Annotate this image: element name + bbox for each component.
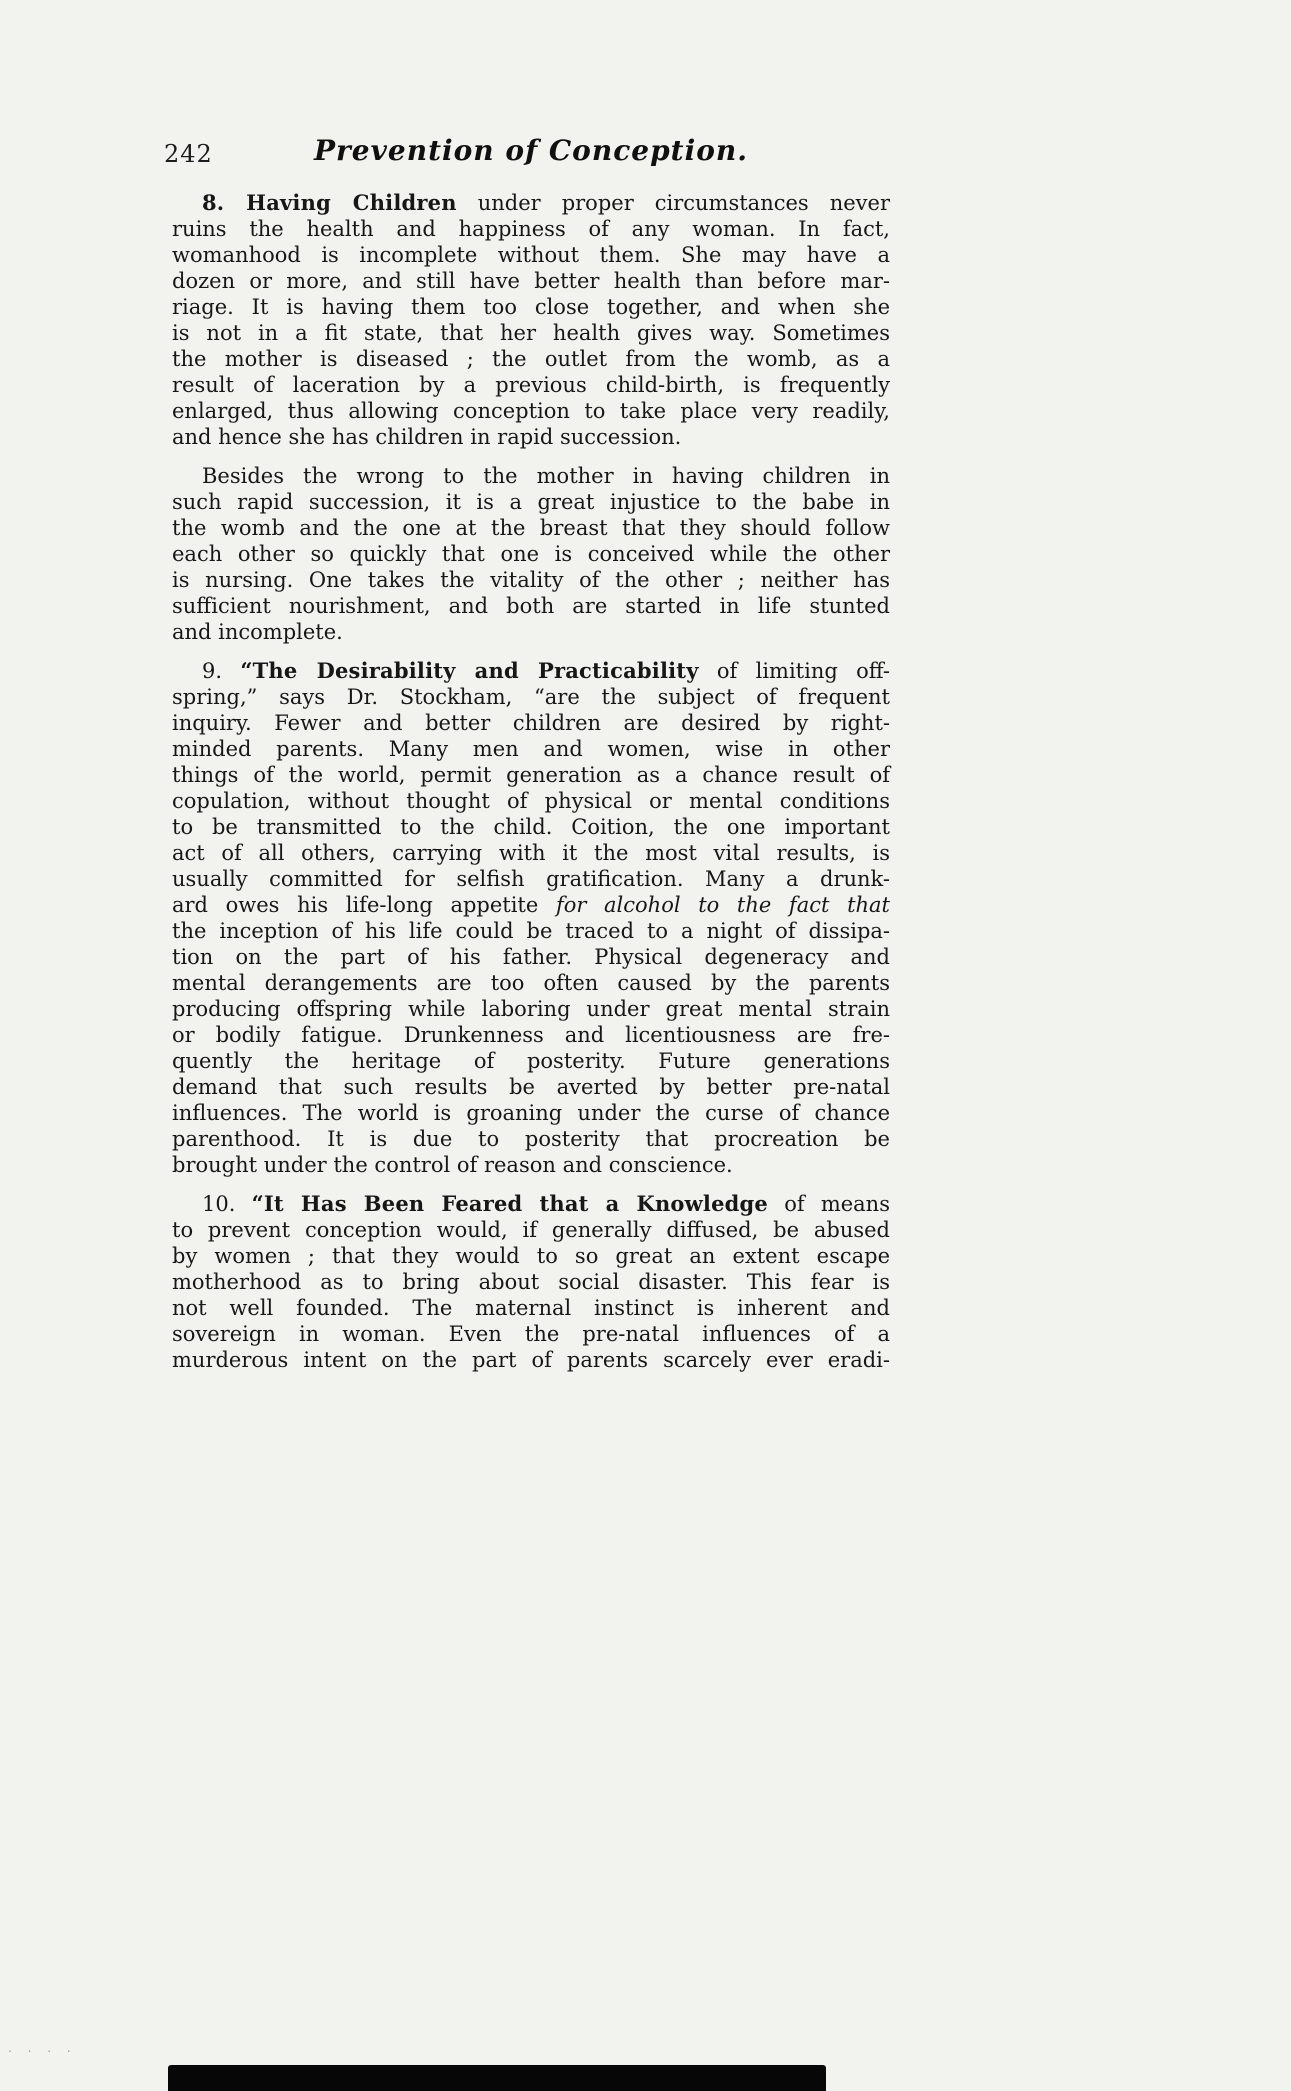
text-segment: such rapid succession, it is a great injustice to the babe in	[172, 490, 890, 514]
text-line	[172, 840, 890, 866]
text-segment: demand that such results be averted by better pre-natal	[172, 1075, 890, 1099]
text-segment: things of the world, permit generation as a chance result of	[172, 763, 890, 787]
text-segment: “The Desirability and Practicability	[240, 658, 699, 683]
text-line	[172, 424, 890, 450]
text-line	[172, 1191, 890, 1217]
text-line	[172, 684, 890, 710]
text-segment: for alcohol to the fact that	[555, 893, 890, 917]
text-line	[172, 1347, 890, 1373]
text-segment: womanhood is incomplete without them. She may have a	[172, 243, 890, 267]
text-segment: parenthood. It is due to posterity that procreation be	[172, 1127, 890, 1151]
text-segment: motherhood as to bring about social disaster. This fear is	[172, 1270, 890, 1294]
text-segment: under proper circumstances never	[456, 191, 890, 215]
text-segment: inquiry. Fewer and better children are desired by right-	[172, 711, 890, 735]
text-line	[172, 398, 890, 424]
paragraph	[172, 1191, 890, 1373]
text-segment: “It Has Been Feared that a Knowledge	[251, 1191, 768, 1216]
scan-specks: . . . .	[8, 2041, 77, 2055]
text-segment: minded parents. Many men and women, wise in other	[172, 737, 890, 761]
paragraph	[172, 190, 890, 450]
page-number: 242	[164, 140, 213, 168]
text-block	[172, 190, 890, 1373]
text-segment: or bodily fatigue. Drunkenness and licentiousness are fre-	[172, 1023, 890, 1047]
text-segment: sufficient nourishment, and both are started in life stunted	[172, 594, 890, 618]
text-segment: of limiting off-	[698, 659, 890, 683]
text-segment: and incomplete.	[172, 620, 343, 644]
text-segment: sovereign in woman. Even the pre-natal influences of a	[172, 1322, 890, 1346]
text-segment: not well founded. The maternal instinct is inherent and	[172, 1296, 890, 1320]
text-line	[172, 1243, 890, 1269]
text-segment: usually committed for selfish gratification. Many a drunk-	[172, 867, 890, 891]
running-title: Prevention of Conception.	[314, 134, 748, 167]
text-segment: to be transmitted to the child. Coition, the one important	[172, 815, 890, 839]
text-segment: is not in a fit state, that her health gives way. Sometimes	[172, 321, 890, 345]
text-segment: riage. It is having them too close together, and when she	[172, 295, 890, 319]
text-line	[172, 216, 890, 242]
text-segment: 9.	[202, 659, 241, 683]
text-segment: by women ; that they would to so great an extent escape	[172, 1244, 890, 1268]
text-line	[172, 372, 890, 398]
text-segment: enlarged, thus allowing conception to take place very readily,	[172, 399, 890, 423]
text-line	[172, 996, 890, 1022]
text-segment: influences. The world is groaning under the curse of chance	[172, 1101, 890, 1125]
text-segment: to prevent conception would, if generally diffused, be abused	[172, 1218, 890, 1242]
text-segment: spring,” says Dr. Stockham, “are the subject of frequent	[172, 685, 890, 709]
text-segment: the womb and the one at the breast that they should follow	[172, 516, 890, 540]
text-segment: murderous intent on the part of parents scarcely ever eradi-	[172, 1348, 890, 1372]
text-line	[172, 463, 890, 489]
text-line	[172, 1321, 890, 1347]
text-line	[172, 1126, 890, 1152]
text-line	[172, 710, 890, 736]
text-segment: ruins the health and happiness of any woman. In fact,	[172, 217, 890, 241]
text-segment: dozen or more, and still have better health than before mar-	[172, 269, 890, 293]
text-line	[172, 1100, 890, 1126]
text-segment: the inception of his life could be traced to a night of dissipa-	[172, 919, 890, 943]
text-segment: quently the heritage of posterity. Future generations	[172, 1049, 890, 1073]
text-segment: the mother is diseased ; the outlet from the womb, as a	[172, 347, 890, 371]
text-line	[172, 736, 890, 762]
text-segment: 10.	[202, 1192, 252, 1216]
text-line	[172, 268, 890, 294]
text-line	[172, 541, 890, 567]
text-segment: tion on the part of his father. Physical degeneracy and	[172, 945, 890, 969]
text-line	[172, 1074, 890, 1100]
text-line	[172, 1048, 890, 1074]
text-line	[172, 658, 890, 684]
text-segment: producing offspring while laboring under great mental strain	[172, 997, 890, 1021]
text-segment: and hence she has children in rapid succession.	[172, 425, 682, 449]
text-line	[172, 814, 890, 840]
text-line	[172, 320, 890, 346]
text-line	[172, 788, 890, 814]
text-line	[172, 762, 890, 788]
text-line	[172, 567, 890, 593]
text-line	[172, 346, 890, 372]
text-segment: brought under the control of reason and conscience.	[172, 1153, 733, 1177]
paragraph	[172, 463, 890, 645]
text-line	[172, 892, 890, 918]
text-line	[172, 190, 890, 216]
text-segment: each other so quickly that one is conceived while the other	[172, 542, 890, 566]
text-segment: ard owes his life-long appetite	[172, 893, 556, 917]
text-line	[172, 1295, 890, 1321]
text-line	[172, 1217, 890, 1243]
text-segment: result of laceration by a previous child-birth, is frequently	[172, 373, 890, 397]
text-segment: act of all others, carrying with it the most vital results, is	[172, 841, 890, 865]
text-line	[172, 619, 890, 645]
text-line	[172, 489, 890, 515]
text-line	[172, 1022, 890, 1048]
text-segment: of means	[767, 1192, 890, 1216]
text-line	[172, 593, 890, 619]
text-line	[172, 1269, 890, 1295]
paragraph	[172, 658, 890, 1178]
text-segment: Besides the wrong to the mother in having children in	[202, 464, 890, 488]
text-line	[172, 1152, 890, 1178]
text-line	[172, 970, 890, 996]
text-line	[172, 918, 890, 944]
text-line	[172, 294, 890, 320]
text-line	[172, 515, 890, 541]
text-line	[172, 866, 890, 892]
scan-artifact-bar	[168, 2065, 826, 2091]
text-line	[172, 242, 890, 268]
text-line	[172, 944, 890, 970]
text-segment: 8. Having Children	[202, 190, 457, 215]
page-header	[164, 134, 890, 174]
text-segment: mental derangements are too often caused by the parents	[172, 971, 890, 995]
text-segment: is nursing. One takes the vitality of the other ; neither has	[172, 568, 890, 592]
text-segment: copulation, without thought of physical or mental conditions	[172, 789, 890, 813]
